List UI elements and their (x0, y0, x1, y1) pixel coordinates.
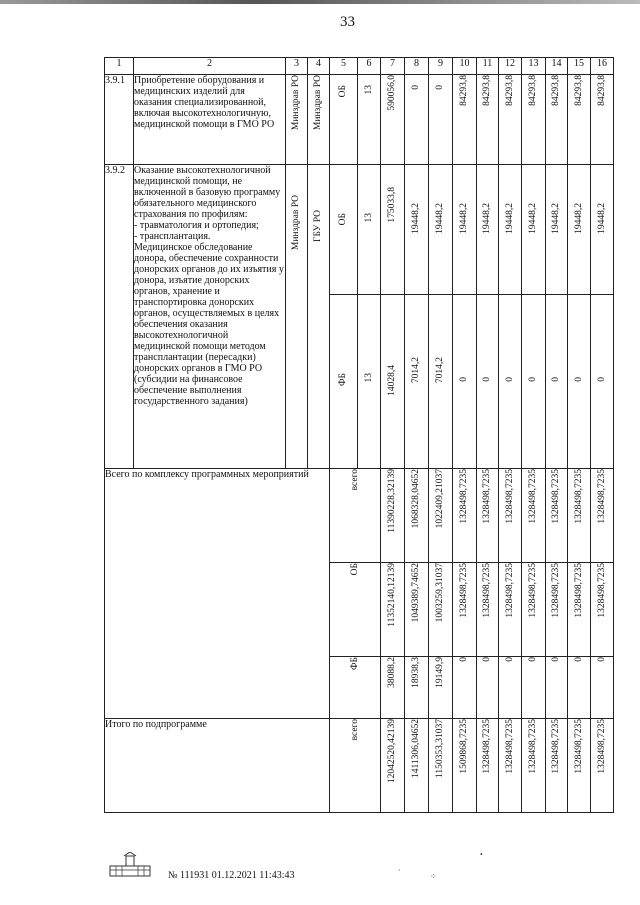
value-cell: 590056,0 (381, 75, 405, 165)
years-cell: 13 (358, 75, 381, 165)
value-cell: 1068328,04652 (405, 469, 429, 563)
value-cell: 84293,8 (546, 75, 568, 165)
years-cell: 13 (358, 165, 381, 295)
value-cell: 1328498,7235 (477, 719, 499, 813)
col-header: 10 (453, 58, 477, 75)
col-header: 6 (358, 58, 381, 75)
value-cell: 84293,8 (499, 75, 522, 165)
value-cell: 1328498,7235 (591, 719, 614, 813)
value-cell: 0 (453, 295, 477, 469)
participant-cell: Минздрав РО (308, 75, 330, 165)
row-number: 3.9.2 (105, 165, 134, 469)
value-cell: 0 (499, 295, 522, 469)
col-header: 7 (381, 58, 405, 75)
col-header: 5 (330, 58, 358, 75)
value-cell: 0 (477, 295, 499, 469)
col-header: 16 (591, 58, 614, 75)
value-cell: 1328498,7235 (546, 719, 568, 813)
source-cell: ОБ (330, 563, 381, 657)
col-header: 11 (477, 58, 499, 75)
value-cell: 1328498,7235 (499, 563, 522, 657)
value-cell: 14028,4 (381, 295, 405, 469)
value-cell: 1049389,74652 (405, 563, 429, 657)
col-header: 1 (105, 58, 134, 75)
registration-number: № 111931 01.12.2021 11:43:43 (168, 870, 295, 881)
col-header: 3 (286, 58, 308, 75)
value-cell: 11390228,32139 (381, 469, 405, 563)
value-cell: 19448,2 (453, 165, 477, 295)
source-cell: всего (330, 719, 381, 813)
complex-total-label: Всего по комплексу программных мероприятий (105, 469, 330, 719)
col-header: 13 (522, 58, 546, 75)
page-number: 33 (340, 14, 355, 30)
source-cell: ФБ (330, 295, 358, 469)
value-cell: 0 (546, 295, 568, 469)
value-cell: 1328498,7235 (546, 469, 568, 563)
value-cell: 0 (499, 657, 522, 719)
value-cell: 84293,8 (568, 75, 591, 165)
value-cell: 19448,2 (591, 165, 614, 295)
value-cell: 1328498,7235 (499, 719, 522, 813)
col-header: 2 (134, 58, 286, 75)
value-cell: 1328498,7235 (499, 469, 522, 563)
source-cell: всего (330, 469, 381, 563)
value-cell: 19448,2 (405, 165, 429, 295)
col-header: 9 (429, 58, 453, 75)
source-cell: ФБ (330, 657, 381, 719)
value-cell: 0 (568, 657, 591, 719)
value-cell: 1328498,7235 (522, 719, 546, 813)
value-cell: 19448,2 (477, 165, 499, 295)
value-cell: 19149,9 (429, 657, 453, 719)
value-cell: 12042520,42139 (381, 719, 405, 813)
value-cell: 38088,2 (381, 657, 405, 719)
value-cell: 1328498,7235 (568, 469, 591, 563)
value-cell: 0 (477, 657, 499, 719)
value-cell: 1328498,7235 (591, 469, 614, 563)
value-cell: 19448,2 (568, 165, 591, 295)
value-cell: 1328498,7235 (453, 563, 477, 657)
value-cell: 11352140,12139 (381, 563, 405, 657)
participant-cell: ГБУ РО (308, 165, 330, 469)
scan-edge (0, 0, 640, 4)
table-row (105, 469, 614, 563)
value-cell: 1328498,7235 (522, 563, 546, 657)
value-cell: 1328498,7235 (453, 469, 477, 563)
building-stamp-icon (108, 852, 152, 878)
value-cell: 175033,8 (381, 165, 405, 295)
value-cell: 0 (568, 295, 591, 469)
value-cell: 0 (522, 295, 546, 469)
value-cell: 18938,3 (405, 657, 429, 719)
value-cell: 84293,8 (591, 75, 614, 165)
value-cell: 1022409,21037 (429, 469, 453, 563)
value-cell: 84293,8 (453, 75, 477, 165)
source-cell: ОБ (330, 165, 358, 295)
value-cell: 19448,2 (499, 165, 522, 295)
executor-cell: Минздрав РО (286, 75, 308, 165)
value-cell: 7014,2 (429, 295, 453, 469)
table-row (105, 719, 614, 813)
col-header: 14 (546, 58, 568, 75)
value-cell: 1328498,7235 (546, 563, 568, 657)
value-cell: 1328498,7235 (591, 563, 614, 657)
value-cell: 84293,8 (477, 75, 499, 165)
value-cell: 1328498,7235 (568, 719, 591, 813)
col-header: 4 (308, 58, 330, 75)
value-cell: 1411306,04652 (405, 719, 429, 813)
value-cell: 7014,2 (405, 295, 429, 469)
value-cell: 19448,2 (522, 165, 546, 295)
row-description: Приобретение оборудования и медицинских изделий для оказания специализированной, включая высокотехнологичную, медицинской помощи в ГМО РО (134, 75, 286, 165)
col-header: 15 (568, 58, 591, 75)
value-cell: 0 (522, 657, 546, 719)
years-cell: 13 (358, 295, 381, 469)
value-cell: 1328498,7235 (522, 469, 546, 563)
executor-cell: Минздрав РО (286, 165, 308, 469)
value-cell: 1328498,7235 (477, 469, 499, 563)
source-cell: ОБ (330, 75, 358, 165)
subprogram-total-label: Итого по подпрограмме (105, 719, 330, 813)
value-cell: 19448,2 (429, 165, 453, 295)
value-cell: 1150353,31037 (429, 719, 453, 813)
table-row (105, 165, 614, 295)
scan-speck: · (398, 866, 401, 875)
col-header: 8 (405, 58, 429, 75)
value-cell: 0 (429, 75, 453, 165)
value-cell: 0 (591, 295, 614, 469)
row-number: 3.9.1 (105, 75, 134, 165)
value-cell: 0 (453, 657, 477, 719)
value-cell: 84293,8 (522, 75, 546, 165)
program-table (104, 57, 614, 813)
table-row (105, 75, 614, 165)
value-cell: 1328498,7235 (568, 563, 591, 657)
value-cell: 0 (546, 657, 568, 719)
scan-speck: ⁘ (430, 872, 437, 881)
row-description: Оказание высокотехнологичной медицинской помощи, не включенной в базовую программу обязательного медицинского страхования по профилям: - травматология и ортопедия; - трансплантация. Медицинское обследование донора, обеспечение сохранности донорских органов до их изъятия у донора, изъятие донорских органов, хранение и транспортировка донорских органов, осуществляемых в целях обеспечения оказания высокотехнологичной медицинской помощи методом трансплантации (пересадки) донорских органов в ГМО РО (субсидии на финансовое обеспечение выполнения государственного задания) (134, 165, 286, 469)
value-cell: 0 (405, 75, 429, 165)
scan-speck: • (480, 850, 483, 859)
header-row (105, 58, 614, 75)
value-cell: 1509868,7235 (453, 719, 477, 813)
value-cell: 1328498,7235 (477, 563, 499, 657)
value-cell: 1003259,31037 (429, 563, 453, 657)
value-cell: 0 (591, 657, 614, 719)
col-header: 12 (499, 58, 522, 75)
value-cell: 19448,2 (546, 165, 568, 295)
